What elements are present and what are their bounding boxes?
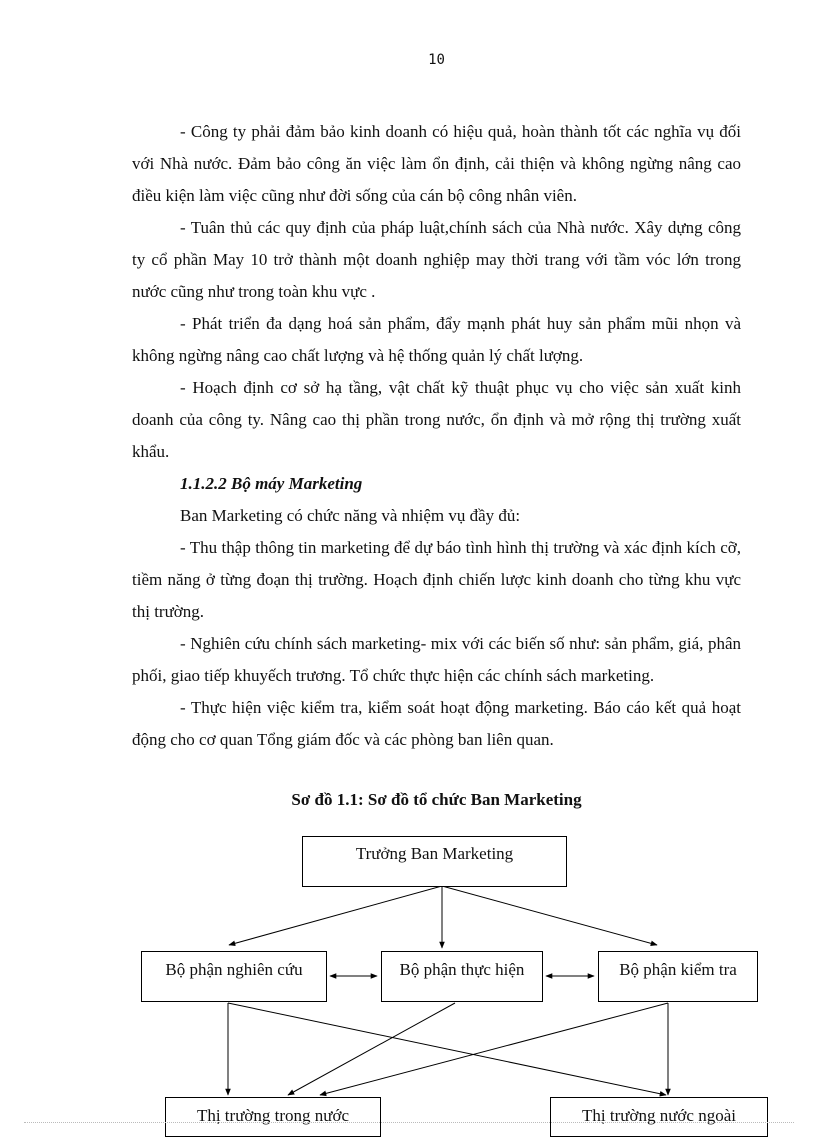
section-item-2: - Nghiên cứu chính sách marketing- mix với các biến số như: sản phẩm, giá, phân phối, giao tiếp khuyếch trương. Tổ chức thực hiện các chính sách marketing. <box>132 634 741 685</box>
market-domestic-box <box>165 1097 381 1137</box>
department-inspection-label: Bộ phận kiểm tra <box>619 960 737 979</box>
section-item-1: - Thu thập thông tin marketing để dự báo tình hình thị trường và xác định kích cỡ, tiềm năng ở từng đoạn thị trường. Hoạch định chiến lược kinh doanh cho từng khu vực thị trường. <box>132 538 741 621</box>
org-head-label: Trưởng Ban Marketing <box>355 844 514 863</box>
market-foreign-box <box>550 1097 768 1137</box>
paragraph-4: - Hoạch định cơ sở hạ tầng, vật chất kỹ thuật phục vụ cho việc sản xuất kinh doanh của công ty. Nâng cao thị phần trong nước, ổn định và mở rộng thị trường xuất khẩu. <box>132 378 741 461</box>
paragraph-2: - Tuân thủ các quy định của pháp luật,chính sách của Nhà nước. Xây dựng công ty cổ phần May 10 trở thành một doanh nghiệp may thời trang với tầm vóc lớn trong nước cũng như trong toàn khu vực . <box>132 218 741 301</box>
department-implementation-box <box>381 951 543 1002</box>
market-domestic-label: Thị trường trong nước <box>196 1106 350 1125</box>
department-inspection-box <box>598 951 758 1002</box>
page-number: 10 <box>428 52 445 68</box>
section-intro: Ban Marketing có chức năng và nhiệm vụ đầy đủ: <box>180 506 521 525</box>
connector-head-inspection <box>442 886 657 945</box>
department-research-label: Bộ phận nghiên cứu <box>165 960 303 979</box>
department-research-box <box>141 951 327 1002</box>
paragraph-3: - Phát triển đa dạng hoá sản phẩm, đẩy mạnh phát huy sản phẩm mũi nhọn và không ngừng nâng cao chất lượng và hệ thống quản lý chất lượng. <box>132 314 741 365</box>
connector-research-foreign <box>228 1003 666 1095</box>
market-foreign-label: Thị trường nước ngoài <box>582 1106 736 1125</box>
section-heading: 1.1.2.2 Bộ máy Marketing <box>180 474 363 493</box>
org-head-box <box>302 836 567 887</box>
paragraph-1: - Công ty phải đảm bảo kinh doanh có hiệu quả, hoàn thành tốt các nghĩa vụ đối với Nhà nước. Đảm bảo công ăn việc làm ổn định, cải thiện và không ngừng nâng cao điều kiện làm việc cũng như đời sống của cán bộ công nhân viên. <box>132 122 741 205</box>
diagram-title: Sơ đồ 1.1: Sơ đồ tổ chức Ban Marketing <box>291 790 582 809</box>
connector-head-research <box>229 886 442 945</box>
department-implementation-label: Bộ phận thực hiện <box>399 960 525 979</box>
section-item-3: - Thực hiện việc kiểm tra, kiểm soát hoạt động marketing. Báo cáo kết quả hoạt động cho cơ quan Tổng giám đốc và các phòng ban liên quan. <box>132 698 741 749</box>
